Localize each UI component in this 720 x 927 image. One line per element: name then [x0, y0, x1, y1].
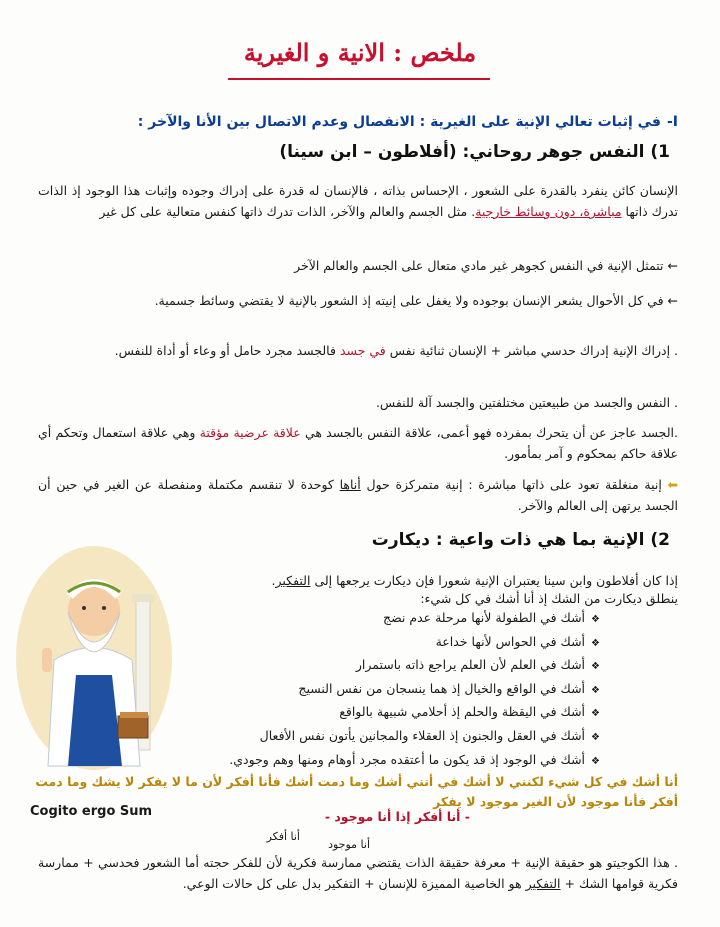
cogito-latin: Cogito ergo Sum [30, 804, 153, 819]
title-underline [228, 78, 490, 80]
cogito-argument: أنا أشك في كل شيء لكنني لا أشك في أنني أشك وما دمت أشك فأنا أفكر لأن ما لا يفكر لا يشك وما دمت أفكر فأنا موجود لأن الغير موجود لا يفكر [35, 774, 678, 809]
paragraph-8: إذا كان أفلاطون وابن سينا يعتبران الإنية شعورا فإن ديكارت يرجعها إلى التفكير. [271, 573, 678, 588]
paragraph-6: .الجسد عاجز عن أن يتحرك بمفرده فهو أعمى، علاقة النفس بالجسد هي علاقة عرضية مؤقتة وهي علاقة استعمال وتحكم أي علاقة حاكم بمحكوم و آمر بمأمور. [38, 425, 678, 461]
list-item: ❖ أشك في الحواس لأنها خداعة [170, 631, 600, 655]
doubt-list [170, 607, 600, 772]
handwritten-note-2: أنا موجود [328, 838, 370, 851]
paragraph-4: . إدراك الإنية إدراك حدسي مباشر + الإنسان ثنائية نفس في جسد فالجسد مجرد حامل أو وعاء أو أداة للنفس. [114, 343, 678, 358]
list-item: ❖ أشك في العلم لأن العلم يراجع ذاته باستمرار [170, 654, 600, 678]
list-item: ❖ أشك في العقل والجنون إذ العقلاء والمجانين يأتون نفس الأفعال [170, 725, 600, 749]
paragraph-3: ← في كل الأحوال يشعر الإنسان بوجوده ولا يغفل على إنيته إذ الشعور بالإنية لا يقتضي وسائط جسمية. [154, 293, 678, 308]
cogito-arabic: - أنا أفكر إذا أنا موجود - [324, 809, 470, 824]
paragraph-7: ⬅ إنية منغلقة تعود على ذاتها مباشرة : إنية متمركزة حول أناها كوحدة لا تنقسم مكتملة ومنفصلة عن الغير في حين أن الجسد يرتهن إلى العالم والآخر. [38, 477, 679, 513]
list-item: ❖ أشك في الطفولة لأنها مرحلة عدم نضج [170, 607, 600, 631]
philosopher-illustration [14, 540, 174, 772]
list-item: ❖ أشك في الواقع والخيال إذ هما ينسجان من نفس النسيج [170, 678, 600, 702]
paragraph-1: الإنسان كائن ينفرد بالقدرة على الشعور ، الإحساس بذاته ، فالإنسان له قدرة على إدراك وجوده وإثبات هذا الوجود إذ الذات تدرك ذاتها مباشرة، دون وسائط خارجية. مثل الجسم والعالم والآخر، الذات تدرك ذاتها كنفس متعالية على كل غير [38, 183, 678, 219]
arrow-icon: ⬅ [667, 477, 679, 492]
paragraph-2: ← تتمثل الإنية في النفس كجوهر غير مادي متعال على الجسم والعالم الآخر [294, 258, 678, 273]
list-item: ❖ أشك في اليقظة والحلم إذ أحلامي شبيهة بالواقع [170, 701, 600, 725]
subheading-1: 1) النفس جوهر روحاني: (أفلاطون – ابن سينا) [279, 142, 670, 162]
section-1-heading: I-في إثبات تعالي الإنية على الغيرية : الانفصال وعدم الاتصال بين الأنا والآخر : [137, 114, 678, 130]
handwritten-note-1: أنا أفكر [266, 830, 300, 843]
paragraph-5: . النفس والجسد من طبيعتين مختلفتين والجسد آلة للنفس. [375, 395, 678, 410]
paragraph-10: . هذا الكوجيتو هو حقيقة الإنية + معرفة حقيقة الذات يقتضي ممارسة فكرية لأن للفكر حجته أما الشعور فحدسي + ممارسة فكرية قوامها الشك + التفكير هو الخاصية المميزة للإنسان + التفكير بدل على كل حالات الوعي. [38, 855, 678, 891]
page-title: ملخص : الانية و الغيرية [243, 38, 477, 67]
paragraph-9: ينطلق ديكارت من الشك إذ أنا أشك في كل شيء: [420, 591, 678, 606]
list-item: ❖ أشك في الوجود إذ قد يكون ما أعتقده مجرد أوهام ومنها وهم وجودي. [170, 749, 600, 773]
subheading-2: 2) الإنية بما هي ذات واعية : ديكارت [371, 530, 670, 550]
